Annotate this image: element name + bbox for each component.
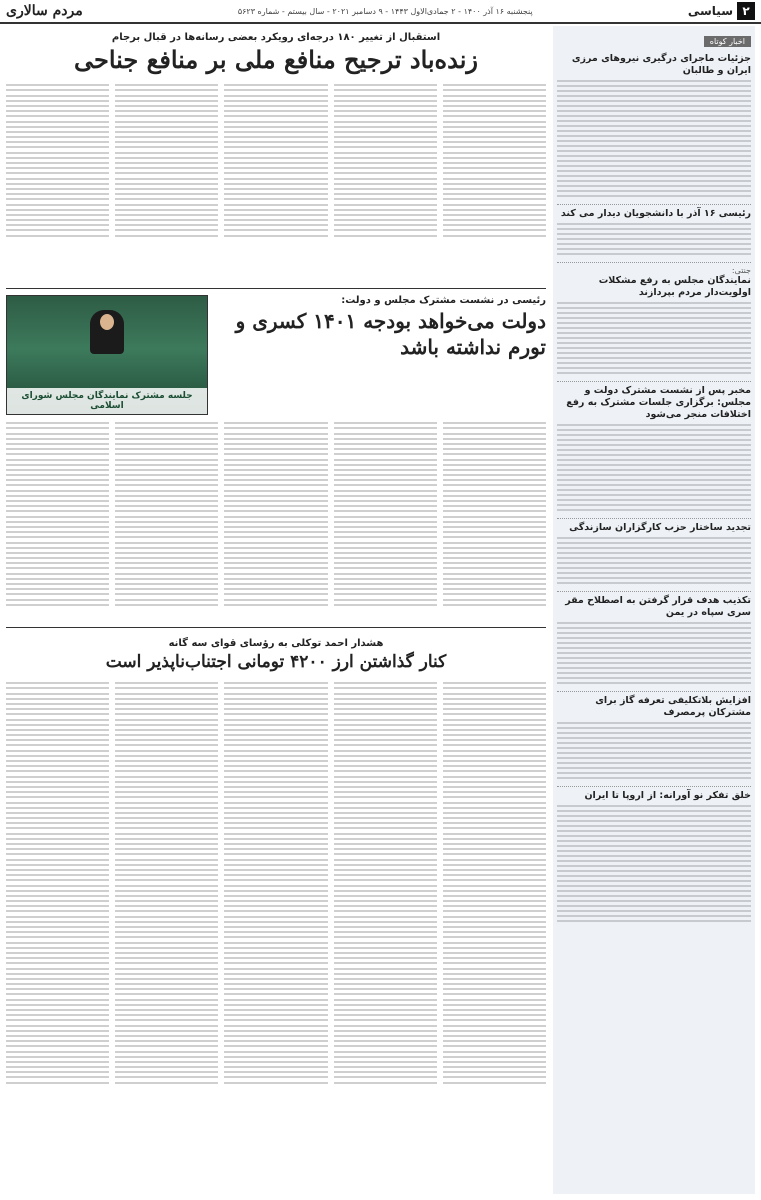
lead-story[interactable] (6, 26, 546, 288)
third-story-headline: کنار گذاشتن ارز ۴۲۰۰ تومانی اجتناب‌ناپذیر است (105, 652, 447, 672)
article-text-block (557, 223, 751, 255)
article-text-block (557, 302, 751, 374)
sidebar-news-title: تکذیب هدف قرار گرفتن به اصطلاح مقر سری سپاه در یمن (565, 595, 751, 618)
second-story-headline: دولت می‌خواهد بودجه ۱۴۰۱ کسری و تورم نداشته باشد (235, 309, 546, 359)
sidebar-news-item[interactable] (557, 592, 751, 692)
short-news-sidebar (553, 26, 755, 1194)
sidebar-news-kicker: جنتی: (731, 266, 751, 275)
article-text-block (6, 81, 546, 240)
paper-name: مردم سالاری (6, 3, 83, 19)
third-story-kicker: هشدار احمد توکلی به رؤسای قوای سه گانه (168, 638, 384, 649)
main-content (6, 26, 546, 1194)
sidebar-news-title: افزایش بلاتکلیفی تعرفه گاز برای مشترکان پرمصرف (595, 695, 751, 718)
parliament-session-photo (6, 295, 208, 415)
dateline: پنجشنبه ۱۶ آذر ۱۴۰۰ - ۲ جمادی‌الاول ۱۴۴۳ - ۹ دسامبر ۲۰۲۱ - سال بیستم - شماره ۵۶۲۳ (237, 6, 533, 16)
section-header (688, 2, 761, 20)
article-text-block (557, 805, 751, 922)
sidebar-news-item[interactable] (557, 50, 751, 205)
article-text-block (557, 722, 751, 779)
sidebar-news-title: رئیسی ۱۶ آذر با دانشجویان دیدار می کند (560, 208, 751, 219)
sidebar-news-item[interactable] (557, 205, 751, 263)
sidebar-news-title: مخبر پس از نشست مشترک دولت و مجلس: برگزاری جلسات مشترک به رفع اختلافات منجر می‌شود (566, 385, 751, 420)
second-story[interactable] (6, 289, 546, 627)
sidebar-news-title: تجدید ساختار حزب کارگزاران سازندگی (569, 522, 751, 533)
sidebar-tag: اخبار کوتاه (704, 36, 751, 47)
masthead (0, 0, 761, 24)
page-number: ۲ (737, 2, 755, 20)
sidebar-news-item[interactable] (557, 692, 751, 787)
second-story-kicker: رئیسی در نشست مشترک مجلس و دولت: (341, 295, 546, 306)
article-text-block (6, 419, 546, 609)
article-text-block (6, 679, 546, 1087)
article-text-block (557, 80, 751, 197)
sidebar-news-item[interactable] (557, 787, 751, 929)
article-text-block (557, 424, 751, 511)
sidebar-news-title: جزئیات ماجرای درگیری نیروهای مرزی ایران و طالبان (571, 53, 751, 76)
photo-banner: جلسه مشترک نمایندگان مجلس شورای اسلامی (7, 388, 207, 414)
third-story[interactable] (6, 628, 546, 1188)
article-text-block (557, 622, 751, 684)
sidebar-news-item[interactable] (557, 519, 751, 592)
sidebar-news-title: خلق تفکر نو آورانه: از اروپا تا ایران (584, 790, 751, 801)
lead-story-kicker: استقبال از تغییر ۱۸۰ درجه‌ای رویکرد بعضی رسانه‌ها در قبال برجام (111, 32, 441, 43)
speaker-face (100, 314, 114, 330)
sidebar-news-item[interactable] (557, 382, 751, 519)
lead-story-headline: زنده‌باد ترجیح منافع ملی بر منافع جناحی (73, 45, 478, 74)
sidebar-news-item[interactable] (557, 263, 751, 382)
sidebar-news-title: نمایندگان مجلس به رفع مشکلات اولویت‌دار مردم بپردازند (598, 275, 751, 298)
article-text-block (557, 537, 751, 584)
section-label: سیاسی (687, 4, 733, 18)
